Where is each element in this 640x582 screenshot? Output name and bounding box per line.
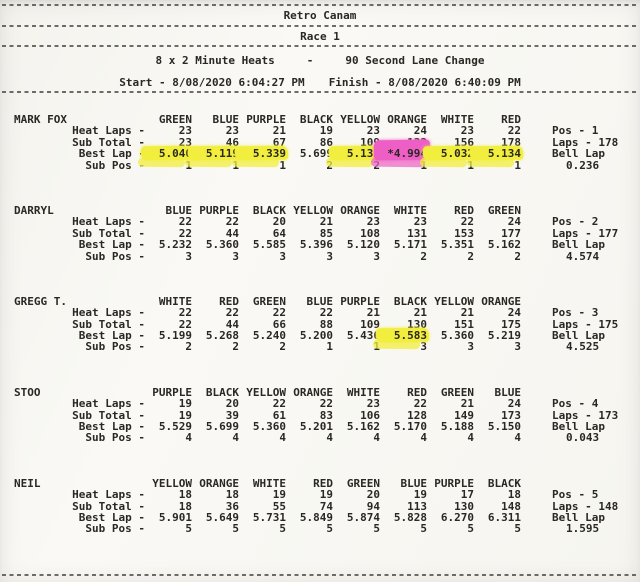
- sub-total-value: 86: [319, 135, 333, 149]
- sub-total-value: 131: [407, 226, 427, 240]
- lane-header: YELLOW: [434, 294, 474, 308]
- row-label: Sub Total -: [72, 499, 145, 513]
- sub-total-value: 106: [360, 408, 380, 422]
- bell-lap-value: 4.574: [566, 249, 600, 263]
- heat-laps-value: 21: [460, 397, 474, 411]
- lane-change: 90 Second Lane Change: [345, 53, 485, 67]
- sub-total-value: 153: [454, 226, 474, 240]
- lane-header: WHITE: [440, 113, 474, 126]
- sub-pos-value: 4: [467, 431, 474, 445]
- lane-header: BLUE: [400, 476, 427, 490]
- driver-name: STOO: [14, 385, 41, 399]
- best-lap-value: 5.032: [427, 148, 474, 159]
- driver-name: GREGG T.: [14, 294, 67, 308]
- heat-laps-value: 22: [178, 215, 192, 229]
- sub-pos-value: 4: [373, 431, 380, 445]
- dashed-divider: [2, 25, 638, 27]
- sub-pos-value: 4: [420, 431, 427, 445]
- driver-block: [0, 205, 640, 262]
- bell-lap-label: Bell Lap: [552, 238, 605, 252]
- heat-laps-value: 18: [178, 488, 192, 502]
- heat-laps-value: 20: [225, 397, 239, 411]
- lane-header: ORANGE: [293, 385, 333, 399]
- lane-header: RED: [219, 294, 239, 308]
- bell-lap-label: Bell Lap: [552, 510, 605, 524]
- sub-pos-value: 5: [326, 522, 333, 536]
- best-lap-value: 5.901: [158, 510, 192, 524]
- bell-lap-value: 1.595: [566, 522, 600, 536]
- sub-pos-value: 5: [420, 522, 427, 536]
- lane-header: YELLOW: [152, 476, 192, 490]
- best-lap-value: 6.311: [487, 510, 521, 524]
- best-lap-value: 5.649: [205, 510, 239, 524]
- best-lap-value: 5.170: [393, 420, 427, 434]
- sub-total-value: 66: [272, 317, 286, 331]
- best-lap-value: 5.150: [487, 420, 521, 434]
- sub-total-value: 130: [454, 499, 474, 513]
- lane-header: WHITE: [393, 203, 427, 217]
- heat-laps-value: 21: [460, 306, 474, 320]
- best-lap-value: 5.529: [158, 420, 192, 434]
- heat-laps-value: 23: [366, 397, 380, 411]
- heat-laps-value: 22: [178, 306, 192, 320]
- heat-laps-value: 22: [413, 397, 427, 411]
- heat-laps-value: 17: [460, 488, 474, 502]
- lane-header: PURPLE: [340, 294, 380, 308]
- sub-total-value: 83: [319, 408, 333, 422]
- position-text: Pos - 5: [552, 488, 599, 502]
- sub-total-value: 23: [178, 135, 192, 149]
- sub-total-value: 109: [360, 135, 380, 149]
- best-lap-value: 6.270: [440, 510, 474, 524]
- best-lap-value: 5.360: [205, 238, 239, 252]
- lane-header: RED: [407, 385, 427, 399]
- lane-header: WHITE: [158, 294, 192, 308]
- heat-laps-value: 18: [225, 488, 239, 502]
- driver-row: [0, 432, 640, 443]
- driver-row: [0, 239, 640, 250]
- sub-total-value: 175: [501, 317, 521, 331]
- lane-header: ORANGE: [199, 476, 239, 490]
- sub-total-value: 149: [454, 408, 474, 422]
- laps-text: Laps - 178: [552, 135, 619, 149]
- best-lap-value: *4.994: [380, 148, 427, 159]
- sub-pos-value: 3: [420, 340, 427, 354]
- results: [0, 114, 640, 535]
- sub-total-value: 85: [319, 226, 333, 240]
- row-label: Sub Total -: [72, 408, 145, 422]
- heat-laps-value: 22: [319, 306, 333, 320]
- sub-total-value: 61: [272, 408, 286, 422]
- row-label: Sub Pos -: [85, 249, 145, 263]
- race-title: Race 1: [300, 30, 340, 43]
- driver-name: NEIL: [14, 476, 41, 490]
- row-label: Heat Laps -: [72, 397, 145, 411]
- lane-header: PURPLE: [434, 476, 474, 490]
- lane-header: GREEN: [158, 113, 192, 126]
- sub-total-value: 36: [225, 499, 239, 513]
- driver-row: [0, 523, 640, 534]
- sub-total-value: 148: [501, 499, 521, 513]
- sub-pos-value: 3: [326, 249, 333, 263]
- lane-header: WHITE: [252, 476, 286, 490]
- best-lap-value: 5.219: [487, 329, 521, 343]
- best-lap-value: 5.828: [393, 510, 427, 524]
- heat-laps-value: 22: [225, 215, 239, 229]
- sub-total-value: 151: [454, 317, 474, 331]
- row-label: Heat Laps -: [72, 488, 145, 502]
- bell-lap-value: 0.043: [566, 431, 600, 445]
- driver-block: [0, 478, 640, 535]
- sub-pos-value: 1: [514, 158, 521, 172]
- heat-laps-value: 24: [413, 124, 427, 138]
- sub-total-value: 113: [407, 499, 427, 513]
- sub-total-value: 55: [272, 499, 286, 513]
- separator-dash: -: [306, 53, 314, 67]
- sub-pos-value: 5: [279, 522, 286, 536]
- sub-total-value: 133: [407, 135, 427, 149]
- heat-laps-value: 20: [272, 215, 286, 229]
- sub-total-value: 128: [407, 408, 427, 422]
- best-lap-value: 5.699: [299, 147, 333, 161]
- row-label: Best Lap -: [78, 147, 145, 161]
- row-label: Heat Laps -: [72, 215, 145, 229]
- row-label: Sub Pos -: [85, 522, 145, 536]
- driver-block: [0, 296, 640, 353]
- dashed-divider: [2, 45, 638, 47]
- laps-text: Laps - 148: [552, 499, 619, 513]
- row-label: Sub Pos -: [85, 431, 145, 445]
- sub-pos-value: 1: [279, 158, 286, 172]
- sub-pos-value: 3: [185, 249, 192, 263]
- lane-header: ORANGE: [387, 113, 427, 126]
- sub-pos-value: 1: [467, 158, 474, 172]
- report-title: Retro Canam: [283, 9, 357, 22]
- row-label: Sub Pos -: [85, 340, 145, 354]
- row-label: Best Lap -: [78, 329, 145, 343]
- driver-name: DARRYL: [14, 203, 54, 217]
- heat-laps-value: 23: [366, 215, 380, 229]
- sub-total-value: 88: [319, 317, 333, 331]
- best-lap-value: 5.232: [158, 238, 192, 252]
- sub-total-value: 44: [225, 226, 239, 240]
- position-text: Pos - 4: [552, 397, 599, 411]
- heat-laps-value: 22: [319, 397, 333, 411]
- sub-pos-value: 4: [514, 431, 521, 445]
- row-label: Best Lap -: [78, 238, 145, 252]
- best-lap-value: 5.199: [158, 329, 192, 343]
- bell-lap-value: 0.236: [566, 158, 600, 172]
- driver-name: MARK FOX: [14, 113, 67, 126]
- best-lap-value: 5.339: [239, 148, 286, 159]
- position-text: Pos - 3: [552, 306, 599, 320]
- bell-lap-label: Bell Lap: [552, 147, 605, 161]
- best-lap-value: 5.351: [440, 238, 474, 252]
- sub-total-value: 19: [178, 408, 192, 422]
- best-lap-value: 5.119: [192, 148, 239, 159]
- report-header: [0, 4, 640, 93]
- sub-pos-value: 2: [232, 340, 239, 354]
- heat-laps-value: 19: [413, 488, 427, 502]
- row-label: Sub Total -: [72, 135, 145, 149]
- sub-total-value: 39: [225, 408, 239, 422]
- bell-lap-value: 4.525: [566, 340, 600, 354]
- sub-total-value: 44: [225, 317, 239, 331]
- best-lap-value: 5.585: [252, 238, 286, 252]
- lane-header: GREEN: [487, 203, 521, 217]
- lane-header: BLUE: [212, 113, 239, 126]
- best-lap-value: 5.699: [205, 420, 239, 434]
- best-lap-value: 5.874: [346, 510, 380, 524]
- lane-header: YELLOW: [340, 113, 380, 126]
- best-lap-value: 5.360: [252, 420, 286, 434]
- sub-pos-value: 2: [514, 249, 521, 263]
- lane-header: RED: [501, 113, 521, 126]
- laps-text: Laps - 177: [552, 226, 619, 240]
- sub-pos-value: 2: [326, 158, 333, 172]
- sub-pos-value: 4: [326, 431, 333, 445]
- sub-pos-value: 4: [232, 431, 239, 445]
- heat-laps-value: 22: [460, 215, 474, 229]
- heat-laps-value: 20: [366, 488, 380, 502]
- sub-total-value: 67: [272, 135, 286, 149]
- heat-laps-value: 24: [507, 306, 521, 320]
- sub-pos-value: 3: [467, 340, 474, 354]
- best-lap-value: 5.396: [299, 238, 333, 252]
- best-lap-value: 5.201: [299, 420, 333, 434]
- sub-total-value: 18: [178, 499, 192, 513]
- sub-total-value: 173: [501, 408, 521, 422]
- driver-row: [0, 160, 640, 171]
- sub-pos-value: 3: [279, 249, 286, 263]
- sub-pos-value: 1: [420, 158, 427, 172]
- sub-total-value: 46: [225, 135, 239, 149]
- heat-laps-value: 19: [178, 397, 192, 411]
- sub-pos-value: 2: [467, 249, 474, 263]
- sub-pos-value: 2: [373, 158, 380, 172]
- dashed-divider: [2, 4, 638, 6]
- lane-header: BLUE: [306, 294, 333, 308]
- lane-header: YELLOW: [246, 385, 286, 399]
- sub-pos-value: 2: [185, 340, 192, 354]
- sub-total-value: 109: [360, 317, 380, 331]
- lane-header: BLUE: [165, 203, 192, 217]
- driver-block: [0, 387, 640, 444]
- lane-header: GREEN: [252, 294, 286, 308]
- row-label: Heat Laps -: [72, 306, 145, 320]
- heat-laps-value: 24: [507, 215, 521, 229]
- lane-header: BLACK: [393, 294, 427, 308]
- lane-header: RED: [313, 476, 333, 490]
- sub-total-value: 74: [319, 499, 333, 513]
- best-lap-value: 5.162: [487, 238, 521, 252]
- sub-total-value: 94: [366, 499, 380, 513]
- lane-header: BLACK: [487, 476, 521, 490]
- sub-pos-value: 1: [185, 158, 192, 172]
- best-lap-value: 5.171: [393, 238, 427, 252]
- heat-laps-value: 21: [413, 306, 427, 320]
- sub-pos-value: 3: [232, 249, 239, 263]
- sub-pos-value: 3: [514, 340, 521, 354]
- position-text: Pos - 1: [552, 124, 599, 138]
- dashed-divider: [2, 91, 638, 93]
- driver-row: [0, 307, 640, 318]
- row-label: Best Lap -: [78, 420, 145, 434]
- sub-total-value: 156: [454, 135, 474, 149]
- sub-total-value: 108: [360, 226, 380, 240]
- sub-total-value: 177: [501, 226, 521, 240]
- lane-header: BLACK: [299, 113, 333, 126]
- bell-lap-label: Bell Lap: [552, 420, 605, 434]
- bell-lap-label: Bell Lap: [552, 329, 605, 343]
- sub-pos-value: 2: [420, 249, 427, 263]
- driver-row: [0, 148, 640, 159]
- best-lap-value: 5.188: [440, 420, 474, 434]
- heat-laps-value: 22: [507, 124, 521, 138]
- row-label: Sub Total -: [72, 317, 145, 331]
- heat-laps-value: 19: [319, 488, 333, 502]
- lane-header: WHITE: [346, 385, 380, 399]
- driver-row: [0, 251, 640, 262]
- best-lap-value: 5.360: [440, 329, 474, 343]
- row-label: Sub Pos -: [85, 158, 145, 172]
- sub-total-value: 64: [272, 226, 286, 240]
- sub-pos-value: 2: [279, 340, 286, 354]
- heat-laps-value: 19: [319, 124, 333, 138]
- driver-row: [0, 341, 640, 352]
- lane-header: RED: [454, 203, 474, 217]
- sub-pos-value: 5: [232, 522, 239, 536]
- sub-pos-value: 1: [373, 340, 380, 354]
- heat-laps-value: 22: [225, 306, 239, 320]
- best-lap-value: 5.849: [299, 510, 333, 524]
- best-lap-value: 5.268: [205, 329, 239, 343]
- dashed-divider: [2, 574, 638, 576]
- heat-laps-value: 23: [178, 124, 192, 138]
- row-label: Heat Laps -: [72, 124, 145, 138]
- best-lap-value: 5.040: [145, 148, 192, 159]
- best-lap-value: 5.120: [346, 238, 380, 252]
- best-lap-value: 5.583: [380, 330, 427, 341]
- position-text: Pos - 2: [552, 215, 599, 229]
- lane-header: BLACK: [205, 385, 239, 399]
- sub-total-value: 178: [501, 135, 521, 149]
- sub-total-value: 22: [178, 226, 192, 240]
- best-lap-value: 5.240: [252, 329, 286, 343]
- sub-pos-value: 5: [373, 522, 380, 536]
- sub-pos-value: 1: [326, 340, 333, 354]
- heats-format: 8 x 2 Minute Heats: [155, 53, 275, 67]
- sub-pos-value: 3: [373, 249, 380, 263]
- driver-row: [0, 489, 640, 500]
- best-lap-value: 5.162: [346, 420, 380, 434]
- finish-time: Finish - 8/08/2020 6:40:09 PM: [328, 75, 521, 89]
- heat-laps-value: 23: [413, 215, 427, 229]
- heat-laps-value: 21: [366, 306, 380, 320]
- lane-header: PURPLE: [199, 203, 239, 217]
- heat-laps-value: 18: [507, 488, 521, 502]
- heat-laps-value: 23: [460, 124, 474, 138]
- lane-header: ORANGE: [340, 203, 380, 217]
- sub-total-value: 130: [407, 317, 427, 331]
- start-time: Start - 8/08/2020 6:04:27 PM: [119, 75, 305, 89]
- heat-laps-value: 23: [366, 124, 380, 138]
- best-lap-value: 5.436: [346, 329, 380, 343]
- heat-laps-value: 19: [272, 488, 286, 502]
- lane-header: PURPLE: [246, 113, 286, 126]
- lane-header: ORANGE: [481, 294, 521, 308]
- sub-pos-value: 5: [467, 522, 474, 536]
- heat-laps-value: 24: [507, 397, 521, 411]
- heat-laps-value: 21: [272, 124, 286, 138]
- lane-header: GREEN: [346, 476, 380, 490]
- sub-pos-value: 4: [279, 431, 286, 445]
- driver-row: [0, 398, 640, 409]
- row-label: Best Lap -: [78, 510, 145, 524]
- sub-total-value: 22: [178, 317, 192, 331]
- sub-pos-value: 4: [185, 431, 192, 445]
- best-lap-value: 5.731: [252, 510, 286, 524]
- laps-text: Laps - 175: [552, 317, 619, 331]
- best-lap-value: 5.134: [474, 148, 521, 159]
- heat-laps-value: 22: [272, 306, 286, 320]
- sub-pos-value: 5: [514, 522, 521, 536]
- sub-pos-value: 1: [232, 158, 239, 172]
- best-lap-value: 5.200: [299, 329, 333, 343]
- lane-header: YELLOW: [293, 203, 333, 217]
- lane-header: BLUE: [494, 385, 521, 399]
- sub-pos-value: 5: [185, 522, 192, 536]
- heat-laps-value: 23: [225, 124, 239, 138]
- best-lap-value: 5.132: [333, 148, 380, 159]
- lane-header: PURPLE: [152, 385, 192, 399]
- row-label: Sub Total -: [72, 226, 145, 240]
- heat-laps-value: 21: [319, 215, 333, 229]
- driver-block: [0, 114, 640, 171]
- lane-header: BLACK: [252, 203, 286, 217]
- laps-text: Laps - 173: [552, 408, 619, 422]
- lane-header: GREEN: [440, 385, 474, 399]
- heat-laps-value: 22: [272, 397, 286, 411]
